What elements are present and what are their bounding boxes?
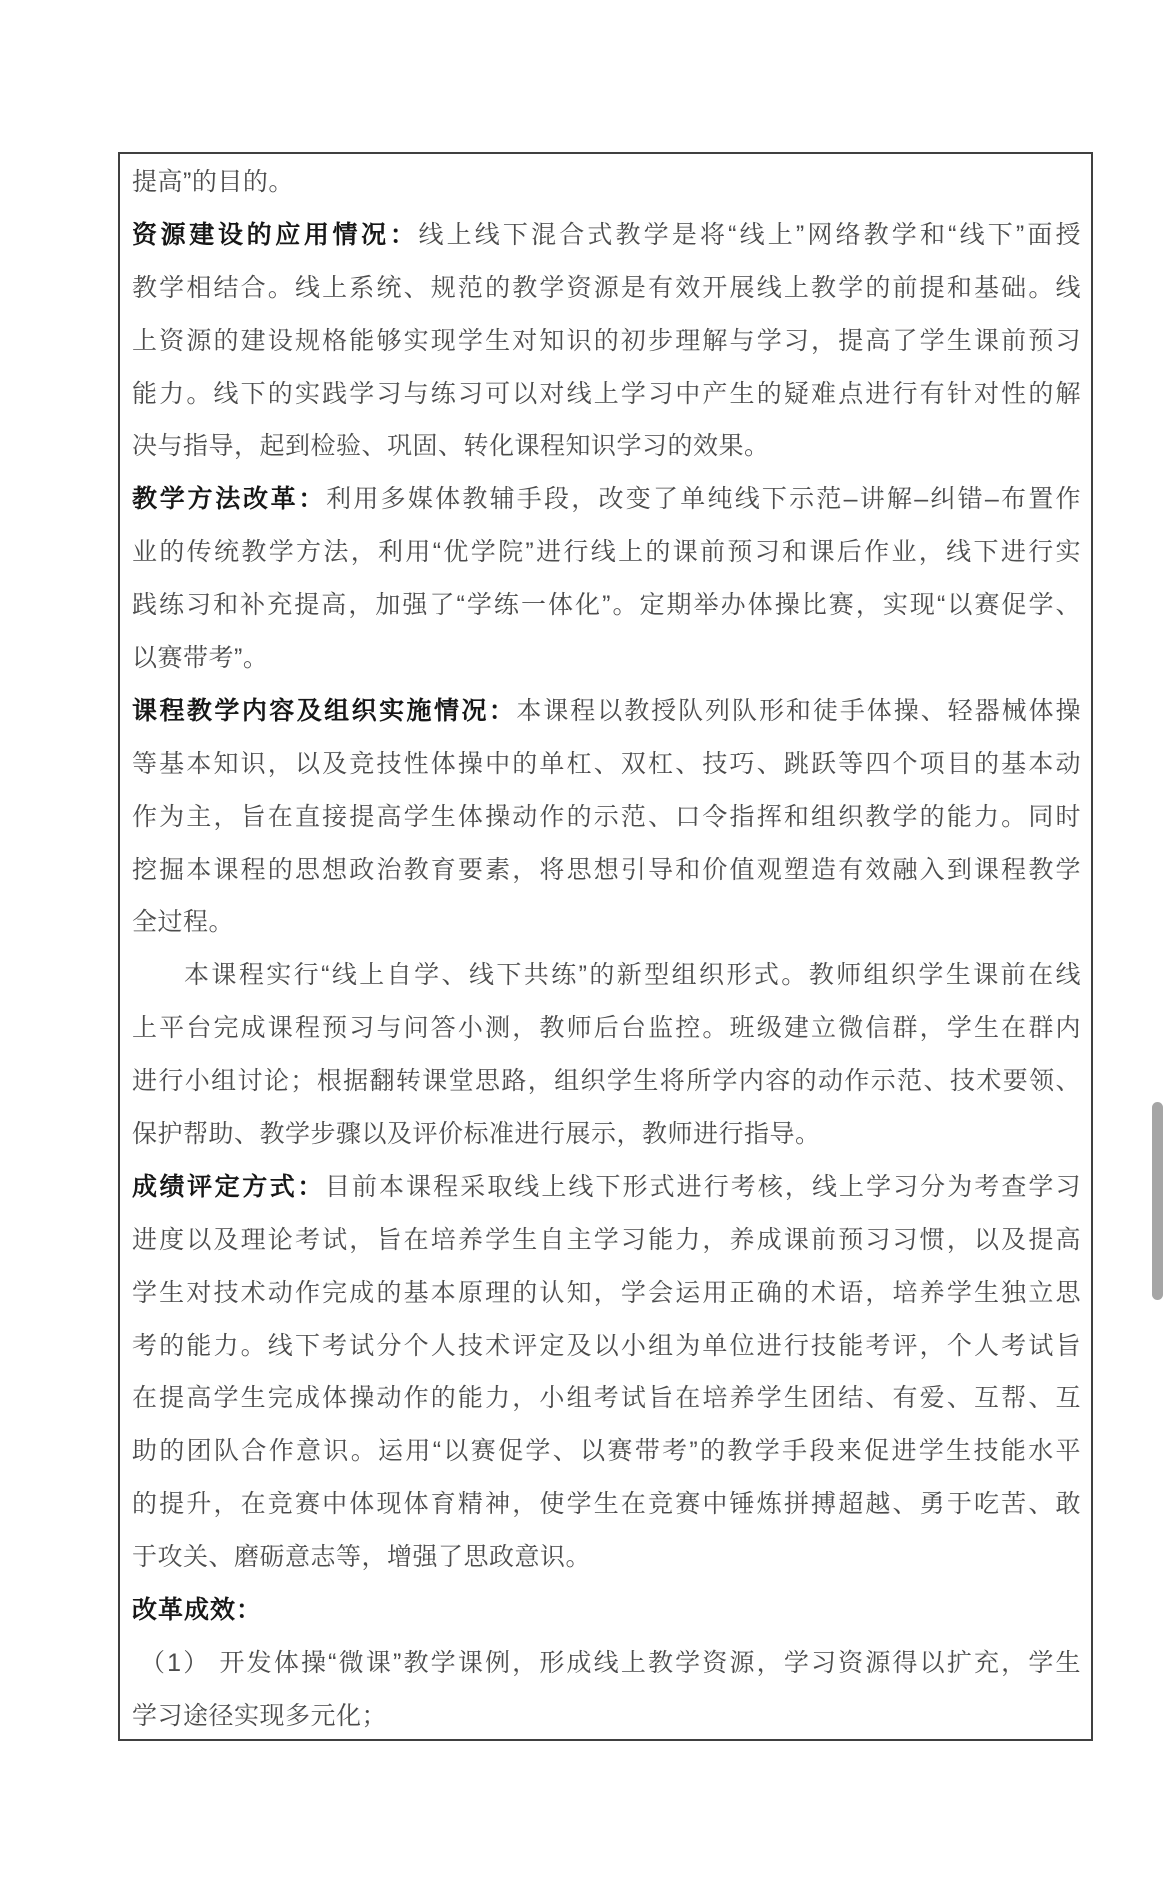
text-line	[132, 1690, 1081, 1743]
line-text: 利用多媒体教辅手段，改变了单纯线下示范–讲解–纠错–布置作	[326, 485, 1081, 514]
scrollbar-thumb[interactable]	[1152, 1102, 1163, 1300]
text-line	[132, 1320, 1081, 1373]
line-text: 挖掘本课程的思想政治教育要素，将思想引导和价值观塑造有效融入到课程教学	[132, 855, 1081, 884]
text-line	[132, 896, 1081, 949]
text-line	[132, 579, 1081, 632]
line-text: 保护帮助、教学步骤以及评价标准进行展示，教师进行指导。	[132, 1120, 821, 1149]
section-label: 教学方法改革：	[132, 485, 327, 514]
line-text: 践练习和补充提高，加强了“学练一体化”。定期举办体操比赛，实现“以赛促学、	[132, 591, 1081, 620]
text-line	[132, 1161, 1081, 1214]
line-text: 本课程以教授队列队形和徒手体操、轻器械体操	[516, 696, 1081, 725]
line-text: 以赛带考”。	[132, 644, 269, 673]
line-text: 教学相结合。线上系统、规范的教学资源是有效开展线上教学的前提和基础。线	[132, 273, 1081, 302]
text-line	[132, 1214, 1081, 1267]
line-text: 决与指导，起到检验、巩固、转化课程知识学习的效果。	[132, 432, 770, 461]
text-line	[132, 526, 1081, 579]
line-text: 于攻关、磨砺意志等，增强了思政意识。	[132, 1543, 592, 1572]
line-text: 进度以及理论考试，旨在培养学生自主学习能力，养成课前预习习惯，以及提高	[132, 1225, 1081, 1254]
text-line	[132, 156, 1081, 209]
line-text: 目前本课程采取线上线下形式进行考核，线上学习分为考查学习	[324, 1172, 1081, 1201]
line-text: 上资源的建设规格能够实现学生对知识的初步理解与学习，提高了学生课前预习	[132, 326, 1081, 355]
line-text: 作为主，旨在直接提高学生体操动作的示范、口令指挥和组织教学的能力。同时	[132, 802, 1081, 831]
text-line	[132, 1108, 1081, 1161]
section-label: 资源建设的应用情况：	[132, 220, 419, 249]
section-label: 改革成效：	[132, 1596, 263, 1625]
text-line	[132, 738, 1081, 791]
text-line	[132, 1425, 1081, 1478]
text-line	[132, 420, 1081, 473]
text-line	[132, 209, 1081, 262]
line-text: 进行小组讨论；根据翻转课堂思路，组织学生将所学内容的动作示范、技术要领、	[132, 1067, 1081, 1096]
line-text: 提高”的目的。	[132, 168, 294, 196]
text-line	[132, 1002, 1081, 1055]
text-line	[132, 1584, 1081, 1637]
line-text: 本课程实行“线上自学、线下共练”的新型组织形式。教师组织学生课前在线	[184, 961, 1081, 990]
cell-text-block	[120, 154, 1091, 1743]
text-line	[132, 1637, 1081, 1690]
table-cell	[118, 152, 1093, 1741]
text-line	[132, 473, 1081, 526]
line-text: 在提高学生完成体操动作的能力，小组考试旨在培养学生团结、有爱、互帮、互	[132, 1384, 1081, 1413]
text-line	[132, 1055, 1081, 1108]
text-line	[132, 368, 1081, 421]
line-text: 考的能力。线下考试分个人技术评定及以小组为单位进行技能考评，个人考试旨	[132, 1331, 1081, 1360]
line-text: 的提升，在竞赛中体现体育精神，使学生在竞赛中锤炼拼搏超越、勇于吃苦、敢	[132, 1490, 1081, 1519]
line-text: 全过程。	[132, 908, 235, 937]
text-line	[132, 1372, 1081, 1425]
text-line	[132, 262, 1081, 315]
line-text: 业的传统教学方法，利用“优学院”进行线上的课前预习和课后作业，线下进行实	[132, 538, 1081, 567]
line-text: 线上线下混合式教学是将“线上”网络教学和“线下”面授	[418, 220, 1081, 249]
section-label: 成绩评定方式：	[132, 1172, 325, 1201]
line-text: 能力。线下的实践学习与练习可以对线上学习中产生的疑难点进行有针对性的解	[132, 379, 1081, 408]
text-line	[132, 949, 1081, 1002]
line-text: 学习途径实现多元化；	[132, 1701, 388, 1730]
text-line	[132, 1478, 1081, 1531]
text-line	[132, 791, 1081, 844]
line-text: 助的团队合作意识。运用“以赛促学、以赛带考”的教学手段来促进学生技能水平	[132, 1437, 1081, 1466]
section-label: 课程教学内容及组织实施情况：	[132, 696, 517, 725]
line-text: 上平台完成课程预习与问答小测，教师后台监控。班级建立微信群，学生在群内	[132, 1014, 1081, 1043]
text-line	[132, 632, 1081, 685]
text-line	[132, 315, 1081, 368]
line-text: 学生对技术动作完成的基本原理的认知，学会运用正确的术语，培养学生独立思	[132, 1278, 1081, 1307]
text-line	[132, 1267, 1081, 1320]
line-text: （1） 开发体操“微课”教学课例，形成线上教学资源，学习资源得以扩充，学生	[140, 1648, 1081, 1677]
text-line	[132, 685, 1081, 738]
text-line	[132, 1531, 1081, 1584]
text-line	[132, 844, 1081, 897]
line-text: 等基本知识，以及竞技性体操中的单杠、双杠、技巧、跳跃等四个项目的基本动	[132, 749, 1081, 778]
